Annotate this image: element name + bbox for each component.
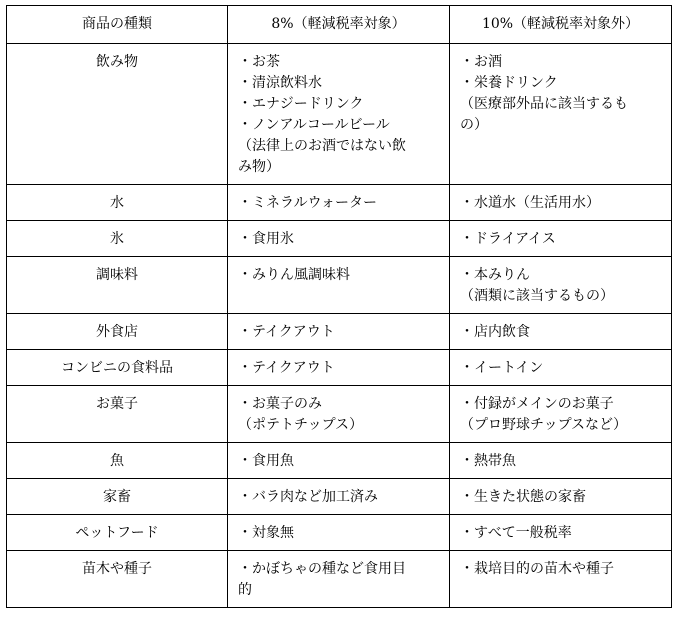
reduced-rate-item: ・食用氷 xyxy=(238,231,294,247)
header-row xyxy=(7,6,672,44)
standard-rate-item: （酒類に該当するもの） xyxy=(460,288,614,304)
standard-rate-item: ・すべて一般税率 xyxy=(460,525,572,541)
standard-rate-cell xyxy=(450,479,672,515)
product-category-cell: 水 xyxy=(7,185,228,221)
standard-rate-cell xyxy=(450,44,672,185)
standard-rate-cell xyxy=(450,443,672,479)
product-category-cell: 調味料 xyxy=(7,257,228,314)
product-category-cell: 苗木や種子 xyxy=(7,551,228,608)
reduced-rate-item: ・対象無 xyxy=(238,525,294,541)
standard-rate-cell xyxy=(450,551,672,608)
table-row xyxy=(7,185,672,221)
reduced-rate-cell xyxy=(228,257,450,314)
standard-rate-cell xyxy=(450,515,672,551)
reduced-rate-item: ・バラ肉など加工済み xyxy=(238,489,378,505)
standard-rate-cell xyxy=(450,314,672,350)
table-row xyxy=(7,443,672,479)
reduced-rate-cell xyxy=(228,350,450,386)
standard-rate-cell xyxy=(450,185,672,221)
reduced-rate-item: 的 xyxy=(238,582,252,598)
standard-rate-item: ・付録がメインのお菓子 xyxy=(460,396,614,412)
product-category-cell: 氷 xyxy=(7,221,228,257)
reduced-rate-cell xyxy=(228,515,450,551)
standard-rate-item: ・店内飲食 xyxy=(460,324,530,340)
table-row xyxy=(7,479,672,515)
tax-rate-table xyxy=(6,5,672,608)
reduced-rate-cell xyxy=(228,551,450,608)
standard-rate-item: ・水道水（生活用水） xyxy=(460,195,600,211)
reduced-rate-item: （ポテトチップス） xyxy=(238,417,364,433)
table-header xyxy=(7,6,672,44)
standard-rate-item: ・栄養ドリンク xyxy=(460,75,558,91)
reduced-rate-item: ・ミネラルウォーター xyxy=(238,195,378,211)
standard-rate-item: （プロ野球チップスなど） xyxy=(460,417,628,433)
table-row xyxy=(7,551,672,608)
reduced-rate-cell xyxy=(228,185,450,221)
table-body xyxy=(7,44,672,608)
reduced-rate-item: ・みりん風調味料 xyxy=(238,267,350,283)
reduced-rate-item: ・かぼちゃの種など食用目 xyxy=(238,561,406,577)
reduced-rate-cell xyxy=(228,443,450,479)
table-row xyxy=(7,515,672,551)
table-row xyxy=(7,44,672,185)
reduced-rate-item: ・ノンアルコールビール xyxy=(238,117,390,133)
reduced-rate-item: ・テイクアウト xyxy=(238,360,335,376)
standard-rate-item: ・栽培目的の苗木や種子 xyxy=(460,561,614,577)
table-row xyxy=(7,386,672,443)
reduced-rate-cell xyxy=(228,386,450,443)
product-category-cell: 飲み物 xyxy=(7,44,228,185)
product-category-cell: 外食店 xyxy=(7,314,228,350)
header-reduced-rate: 8%（軽減税率対象） xyxy=(228,6,450,44)
standard-rate-item: ・熱帯魚 xyxy=(460,453,516,469)
reduced-rate-item: ・お菓子のみ xyxy=(238,396,322,412)
table-row xyxy=(7,221,672,257)
table-row xyxy=(7,350,672,386)
product-category-cell: 魚 xyxy=(7,443,228,479)
standard-rate-item: ・本みりん xyxy=(460,267,530,283)
reduced-rate-item: ・食用魚 xyxy=(238,453,294,469)
reduced-rate-cell xyxy=(228,44,450,185)
standard-rate-item: ・生きた状態の家畜 xyxy=(460,489,586,505)
standard-rate-item: の） xyxy=(460,117,488,133)
standard-rate-cell xyxy=(450,221,672,257)
reduced-rate-item: ・エナジードリンク xyxy=(238,96,364,112)
reduced-rate-item: （法律上のお酒ではない飲 xyxy=(238,138,406,154)
reduced-rate-item: ・清涼飲料水 xyxy=(238,75,322,91)
reduced-rate-item: ・お茶 xyxy=(238,54,280,70)
header-standard-rate: 10%（軽減税率対象外） xyxy=(450,6,672,44)
reduced-rate-item: ・テイクアウト xyxy=(238,324,335,340)
reduced-rate-cell xyxy=(228,479,450,515)
standard-rate-item: ・ドライアイス xyxy=(460,231,556,247)
reduced-rate-cell xyxy=(228,314,450,350)
product-category-cell: コンビニの食料品 xyxy=(7,350,228,386)
header-product-type: 商品の種類 xyxy=(7,6,228,44)
standard-rate-item: ・お酒 xyxy=(460,54,502,70)
standard-rate-cell xyxy=(450,386,672,443)
product-category-cell: お菓子 xyxy=(7,386,228,443)
reduced-rate-item: み物） xyxy=(238,159,280,175)
standard-rate-cell xyxy=(450,350,672,386)
standard-rate-item: ・イートイン xyxy=(460,360,544,376)
table-row xyxy=(7,314,672,350)
table-row xyxy=(7,257,672,314)
product-category-cell: 家畜 xyxy=(7,479,228,515)
standard-rate-item: （医療部外品に該当するも xyxy=(460,96,628,112)
product-category-cell: ペットフード xyxy=(7,515,228,551)
standard-rate-cell xyxy=(450,257,672,314)
reduced-rate-cell xyxy=(228,221,450,257)
